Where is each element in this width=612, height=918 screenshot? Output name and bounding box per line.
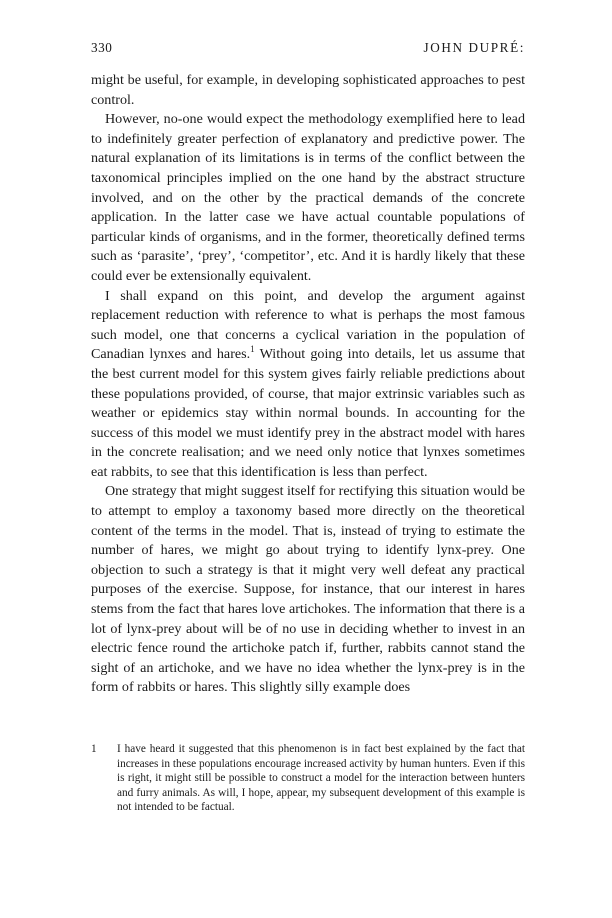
- running-title: JOHN DUPRÉ:: [423, 40, 525, 55]
- footnote-number: 1: [91, 743, 97, 755]
- footnote-text: I have heard it suggested that this phenomenon is in fact best explained by the fact that increases in these populations encourage increased activity by human hunters. Even if this is right, it might still be possible to construct a model for the interaction between hunters and furry animals. As will, I hope, appear, my subsequent development of this example is not intended to be factual.: [117, 743, 525, 813]
- footnote: [91, 742, 525, 815]
- page-number: 330: [91, 40, 113, 55]
- paragraph: However, no-one would expect the methodology exemplified here to lead to indefinitely greater perfection of explanatory and predictive power. The natural explanation of its limitations is in terms of the conflict between the taxonomical principles implied on the one hand by the abstract structure involved, and on the other by the practical demands of the concrete application. In the latter case we have actual countable populations of particular kinds of organisms, and in the former, theoretically defined terms such as ‘parasite’, ‘prey’, ‘competitor’, etc. And it is hardly likely that these could ever be extensionally equivalent.: [91, 111, 525, 284]
- body-text: [91, 71, 525, 698]
- paragraph-continued: might be useful, for example, in developing sophisticated approaches to pest control.: [91, 72, 525, 108]
- paragraph: [91, 287, 525, 483]
- paragraph-text: Without going into details, let us assume that the best current model for this system gives fairly reliable predictions about these populations provided, of course, that major extrinsic variables such as weather or epidemics stay within normal bounds. In accounting for the success of this model we must identify prey in the abstract model with hares in the concrete realisation; and we need only notice that lynxes sometimes eat rabbits, to see that this identification is less than perfect.: [91, 346, 525, 480]
- paragraph-text: I shall expand on this point, and develop the argument against replacement reduction with reference to what is perhaps the most famous such model, one that concerns a cyclical variation in the population of Canadian lynxes and hares.: [91, 287, 525, 363]
- footnote-reference[interactable]: 1: [250, 344, 255, 355]
- paragraph: One strategy that might suggest itself for rectifying this situation would be to attempt to employ a taxonomy based more directly on the theoretical content of the terms in the model. That is, instead of trying to estimate the number of hares, we might go about trying to identify lynx-prey. One objection to such a strategy is that it might very well defeat any practical purposes of the exercise. Suppose, for instance, that our interest in hares stems from the fact that hares love artichokes. The information that there is a lot of lynx-prey about will be of no use in deciding whether to invest in an electric fence round the artichoke patch if, further, rabbits cannot stand the sight of an artichoke, and we have no idea whether the lynx-prey is in the form of rabbits or hares. This slightly silly example does: [91, 483, 525, 696]
